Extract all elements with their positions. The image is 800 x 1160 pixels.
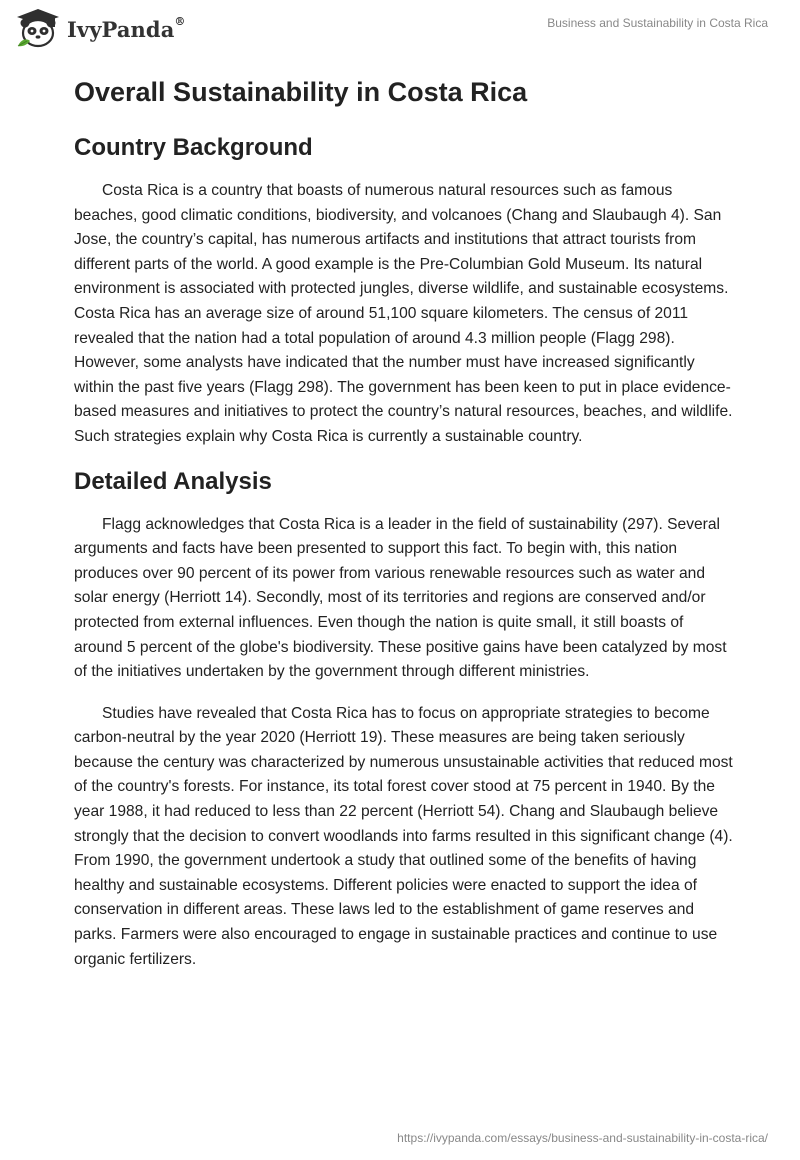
article-body: [74, 70, 734, 972]
brand-name: IvyPanda®: [67, 14, 186, 42]
source-url-link[interactable]: https://ivypanda.com/essays/business-and-sustainability-in-costa-rica/: [397, 1131, 768, 1145]
paragraph: Studies have revealed that Costa Rica has to focus on appropriate strategies to become carbon-neutral by the year 2020 (Herriott 19). These measures are being taken seriously because the century was characterized by numerous unsustainable activities that reduced most of the country's forests. For instance, its total forest cover stood at 75 percent in 1940. By the year 1988, it had reduced to less than 22 percent (Herriott 54). Chang and Slaubaugh believe strongly that the decision to convert woodlands into farms resulted in this significant change (4). From 1990, the government undertook a study that outlined some of the benefits of having healthy and sustainable ecosystems. Different policies were enacted to support the idea of conservation in different areas. These laws led to the establishment of game reserves and parks. Farmers were also encouraged to engage in sustainable practices and continue to use organic fertilizers.: [74, 704, 733, 968]
section-heading-detailed-analysis: Detailed Analysis: [74, 467, 272, 495]
ivypanda-logo[interactable]: [15, 8, 186, 50]
paragraph: Flagg acknowledges that Costa Rica is a leader in the field of sustainability (297). Several arguments and facts have been presented to support this fact. To begin with, this nation produces over 90 percent of its power from various renewable resources such as water and solar energy (Herriott 14). Secondly, most of its territories and regions are conserved and/or protected from external influences. Even though the nation is quite small, it still boasts of around 5 percent of the globe's biodiversity. These positive gains have been catalyzed by most of the initiatives undertaken by the government through different ministries.: [74, 515, 727, 681]
page-header: [0, 0, 800, 62]
paragraph: Costa Rica is a country that boasts of numerous natural resources such as famous beaches, good climatic conditions, biodiversity, and volcanoes (Chang and Slaubaugh 4). San Jose, the country’s capital, has numerous artifacts and institutions that attract tourists from different parts of the world. A good example is the Pre-Columbian Gold Museum. Its natural environment is associated with protected jungles, diverse wildlife, and sustainable ecosystems. Costa Rica has an average size of around 51,100 square kilometers. The census of 2011 revealed that the nation had a total population of around 4.3 million people (Flagg 298). However, some analysts have indicated that the number must have increased significantly within the past five years (Flagg 298). The government has been keen to put in place evidence-based measures and initiatives to protect the country’s natural resources, beaches, and wildlife. Such strategies explain why Costa Rica is currently a sustainable country.: [74, 182, 733, 445]
section-heading-country-background: Country Background: [74, 134, 313, 161]
page-title: Overall Sustainability in Costa Rica: [74, 77, 528, 107]
document-title: Business and Sustainability in Costa Rica: [547, 16, 768, 30]
panda-mascot-icon: [15, 8, 61, 50]
